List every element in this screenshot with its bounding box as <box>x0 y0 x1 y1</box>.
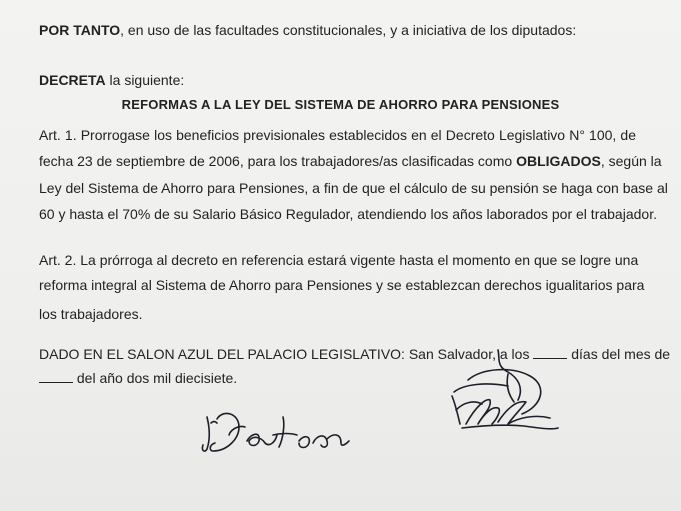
left-signature <box>195 395 370 465</box>
intro-text: , en uso de las facultades constitucionales, y a iniciativa de los diputados: <box>120 22 577 38</box>
article-1-line-2 <box>39 152 662 170</box>
closing-line-1 <box>39 345 670 363</box>
closing-text-c: del año dos mil diecisiete. <box>73 370 238 386</box>
intro-paragraph <box>39 21 576 39</box>
decreta-lead: DECRETA <box>39 72 106 88</box>
closing-text-b: días del mes de <box>567 346 671 362</box>
closing-text-a: DADO EN EL SALON AZUL DEL PALACIO LEGISLATIVO: San Salvador, a los <box>39 346 534 362</box>
article-1-line-1: Art. 1. Prorrogase los beneficios previsionales establecidos en el Decreto Legislativo N° 100, de <box>39 127 636 143</box>
obligados-term: OBLIGADOS <box>516 153 601 169</box>
decreta-paragraph <box>39 71 184 89</box>
article-2-line-3: los trabajadores. <box>39 306 143 322</box>
right-signature <box>438 344 568 444</box>
decree-heading: REFORMAS A LA LEY DEL SISTEMA DE AHORRO PARA PENSIONES <box>121 97 560 112</box>
article-1-line-4: 60 y hasta el 70% de su Salario Básico Regulador, atendiendo los años laborados por el trabajador. <box>39 206 657 222</box>
article-2-line-1: Art. 2. La prórroga al decreto en referencia estará vigente hasta el momento en que se logre una <box>39 252 639 268</box>
decreta-text: la siguiente: <box>105 72 185 88</box>
article-2-line-2: reforma integral al Sistema de Ahorro para Pensiones y se establezcan derechos igualitarios para <box>39 277 645 293</box>
article-1-line-2-text-b: , según la <box>600 153 662 169</box>
intro-lead: POR TANTO <box>39 22 121 38</box>
closing-line-2 <box>39 369 237 387</box>
article-1-line-2-text-a: fecha 23 de septiembre de 2006, para los trabajadores/as clasificadas como <box>39 153 517 169</box>
article-1-line-3: Ley del Sistema de Ahorro para Pensiones, a fin de que el cálculo de su pensión se haga con base al <box>39 180 668 196</box>
month-blank <box>39 370 73 383</box>
